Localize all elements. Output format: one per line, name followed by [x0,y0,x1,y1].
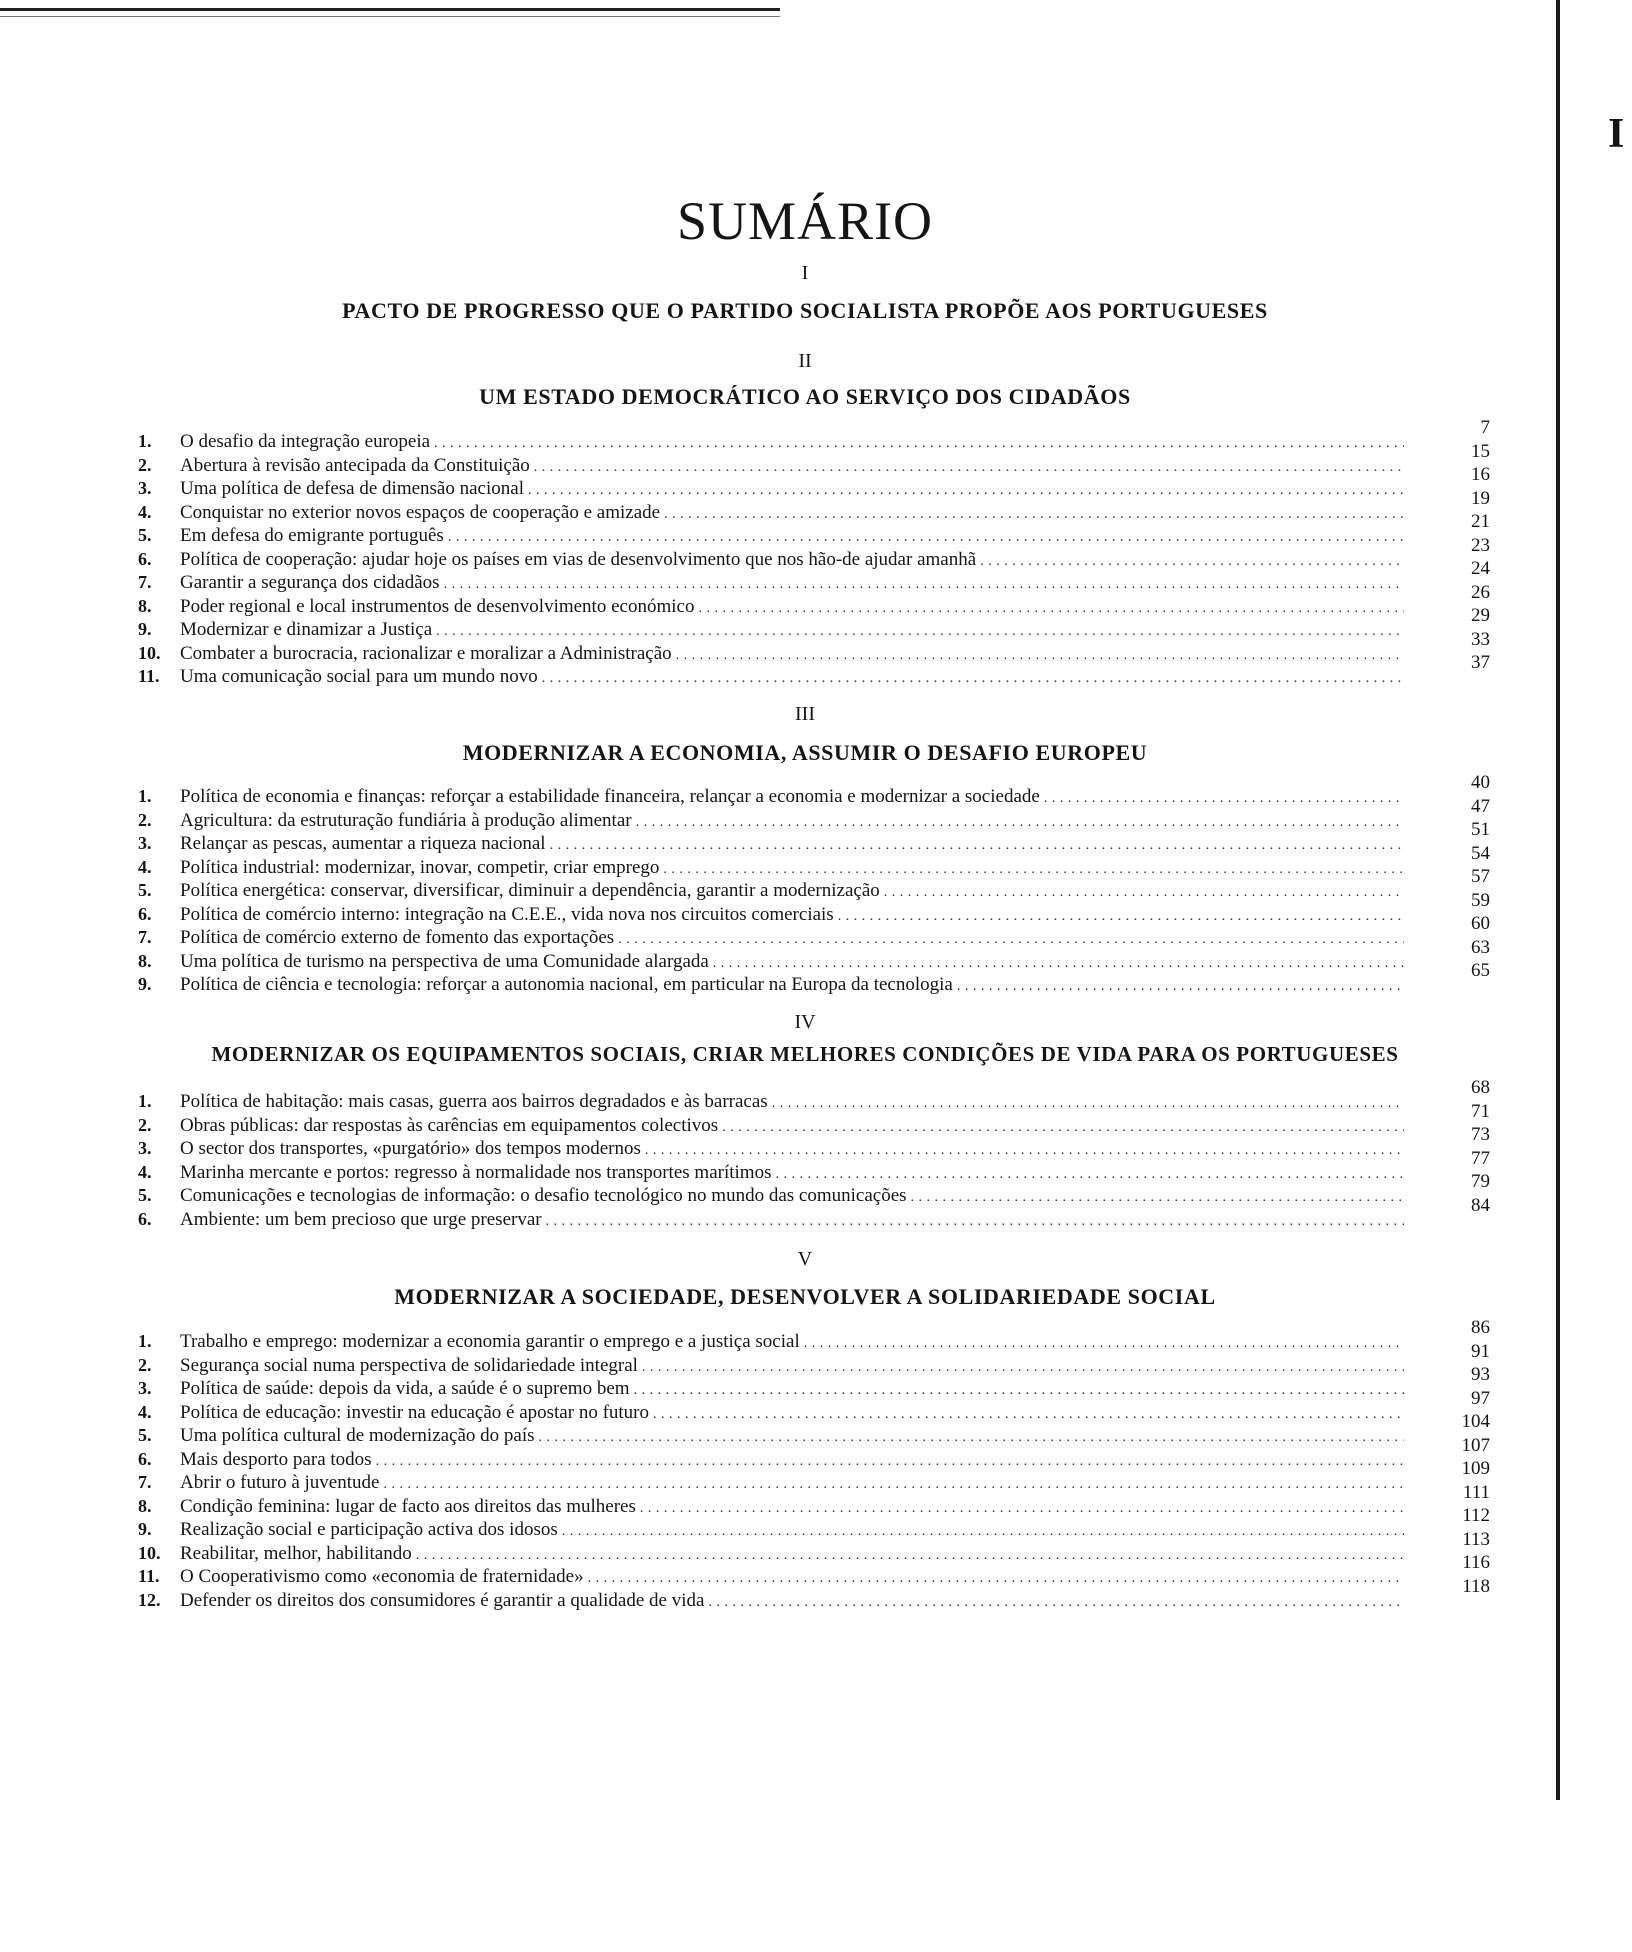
toc-entry-title: Política industrial: modernizar, inovar, competir, criar emprego . . . [180,856,1404,882]
toc-entry-title: Agricultura: da estruturação fundiária à produção alimentar . . . [180,809,1404,835]
toc-entry-number: 2. [138,1114,152,1135]
toc-entry-number: 7. [138,1472,152,1492]
toc-entry-page: 15 [1471,440,1490,462]
toc-entry-page: 113 [1462,1528,1490,1550]
toc-list [138,417,1490,689]
toc-entry-number: 9. [138,1519,152,1539]
toc-entry-page: 112 [1462,1505,1490,1526]
toc-entry-number: 9. [138,974,152,994]
toc-entry [138,417,1490,454]
top-rule-thin [0,16,780,17]
toc-entry-title: Política de cooperação: ajudar hoje os países em vias de desenvolvimento que nos hão-de ajudar amanhã . . . [180,548,1404,574]
toc-entry-number: 1. [138,1331,152,1351]
toc-entry-title: Garantir a segurança dos cidadãos . . . [180,571,1404,597]
toc-entry-number: 3. [138,833,152,853]
toc-entry-title: Ambiente: um bem precioso que urge preservar . . . [180,1208,1404,1234]
toc-entry-page: 109 [1461,1458,1490,1479]
toc-entry-page: 60 [1471,913,1490,934]
toc-entry-page: 84 [1471,1194,1490,1216]
toc-entry-page: 37 [1471,652,1490,673]
section-title: MODERNIZAR OS EQUIPAMENTOS SOCIAIS, CRIAR MELHORES CONDIÇÕES DE VIDA PARA OS PORTUGUESES [211,1042,1399,1066]
toc-entry-number: 8. [138,950,152,971]
toc-entry-title: Política de habitação: mais casas, guerra aos bairros degradados e às barracas . . . [180,1090,1404,1116]
toc-entry-number: 9. [138,619,152,639]
toc-entry-title: Política de comércio interno: integração na C.E.E., vida nova nos circuitos comerciais . . . [180,903,1404,929]
toc-entry-title: Política de saúde: depois da vida, a saúde é o supremo bem . . . [180,1377,1404,1403]
toc-entry-number: 5. [138,1185,152,1205]
toc-entry-page: 21 [1471,511,1490,532]
section-numeral: II [798,350,812,372]
toc-entry [138,772,1490,809]
toc-entry-number: 8. [138,595,152,616]
toc-entry-number: 1. [138,431,152,451]
toc-entry-title: Política de educação: investir na educação é apostar no futuro . . . [180,1401,1404,1427]
toc-entry-page: 71 [1471,1100,1490,1122]
toc-entry-page: 19 [1471,487,1490,509]
toc-entry-page: 51 [1471,819,1490,840]
toc-entry-page: 91 [1471,1340,1490,1362]
toc-entry-number: 12. [138,1589,161,1610]
section-title: MODERNIZAR A ECONOMIA, ASSUMIR O DESAFIO EUROPEU [462,740,1148,765]
toc-entry-page: 7 [1480,417,1490,438]
toc-entry-number: 2. [138,809,152,830]
toc-entry-number: 10. [138,1542,161,1563]
toc-entry-number: 6. [138,1448,152,1469]
toc-entry-number: 11. [138,1566,160,1586]
toc-entry-page: 107 [1461,1434,1490,1456]
toc-entry-title: Uma política cultural de modernização do país . . . [180,1424,1404,1450]
toc-entry-page: 73 [1471,1124,1490,1145]
toc-entry-number: 7. [138,572,152,592]
section-title: UM ESTADO DEMOCRÁTICO AO SERVIÇO DOS CIDADÃOS [479,384,1131,409]
toc-entry-title: Política energética: conservar, diversificar, diminuir a dependência, garantir a modernização . . . [180,879,1404,905]
page-title: SUMÁRIO [676,191,934,251]
toc-entry-page: 33 [1471,628,1490,650]
toc-entry-number: 1. [138,786,152,806]
toc-entry-page: 111 [1462,1481,1490,1503]
toc-list [138,1077,1490,1231]
toc-entry-number: 3. [138,1378,152,1398]
toc-entry-title: Política de economia e finanças: reforçar a estabilidade financeira, relançar a economia e modernizar a sociedade . . . [180,785,1404,811]
toc-entry-page: 104 [1461,1411,1490,1432]
toc-entry [138,1077,1490,1114]
toc-entry-title: O sector dos transportes, «purgatório» dos tempos modernos . . . [180,1137,1404,1163]
toc-entry-title: Reabilitar, melhor, habilitando . . . [180,1542,1404,1568]
toc-entry-page: 29 [1471,605,1490,626]
toc-entry-title: Comunicações e tecnologias de informação: o desafio tecnológico no mundo das comunicações . . . [180,1184,1404,1210]
toc-entry-title: Uma política de defesa de dimensão nacional . . . [180,477,1404,503]
toc-entry-page: 93 [1471,1364,1490,1385]
toc-entry-title: Conquistar no exterior novos espaços de cooperação e amizade . . . [180,501,1404,527]
toc-entry-title: Defender os direitos dos consumidores é garantir a qualidade de vida . . . [180,1589,1404,1615]
toc-entry-number: 6. [138,548,152,569]
edge-mark: I [1608,111,1625,157]
section-title: MODERNIZAR A SOCIEDADE, DESENVOLVER A SOLIDARIEDADE SOCIAL [394,1284,1216,1309]
toc-list [138,1317,1490,1612]
toc-entry-page: 118 [1462,1575,1490,1597]
section-numeral: V [797,1248,813,1270]
toc-entry-title: Segurança social numa perspectiva de solidariedade integral . . . [180,1354,1404,1380]
toc-entry-title: Política de ciência e tecnologia: reforçar a autonomia nacional, em particular na Europa da tecnologia . . . [180,973,1404,999]
toc-entry-number: 4. [138,1161,152,1182]
toc-entry-title: Modernizar e dinamizar a Justiça . . . [180,618,1404,644]
toc-entry-page: 59 [1471,889,1490,911]
top-rule [0,8,780,11]
toc-entry-page: 77 [1471,1147,1490,1169]
toc-entry-number: 1. [138,1091,152,1111]
toc-entry-page: 26 [1471,581,1490,603]
toc-entry-page: 47 [1471,795,1490,817]
toc-entry-title: Abertura à revisão antecipada da Constituição . . . [180,454,1404,480]
toc-list [138,772,1490,997]
toc-entry-number: 6. [138,1208,152,1229]
toc-entry-title: Trabalho e emprego: modernizar a economia garantir o emprego e a justiça social . . . [180,1330,1404,1356]
toc-entry-page: 23 [1471,534,1490,556]
toc-entry-number: 5. [138,1425,152,1445]
toc-entry-page: 63 [1471,936,1490,958]
toc-entry-title: Realização social e participação activa dos idosos . . . [180,1518,1404,1544]
toc-entry-number: 6. [138,903,152,924]
toc-entry-title: Relançar as pescas, aumentar a riqueza nacional . . . [180,832,1404,858]
section-numeral: IV [794,1011,816,1033]
toc-entry-title: Marinha mercante e portos: regresso à normalidade nos transportes marítimos . . . [180,1161,1404,1187]
toc-entry-number: 4. [138,856,152,877]
toc-entry-page: 86 [1471,1317,1490,1338]
toc-entry-number: 3. [138,478,152,498]
toc-entry-page: 54 [1471,842,1490,864]
toc-entry-title: Política de comércio externo de fomento das exportações . . . [180,926,1404,952]
toc-entry-number: 4. [138,1401,152,1422]
toc-entry-number: 3. [138,1138,152,1158]
toc-entry-number: 4. [138,501,152,522]
toc-entry-title: Em defesa do emigrante português . . . [180,524,1404,550]
toc-entry-title: Mais desporto para todos . . . [180,1448,1404,1474]
toc-entry-number: 2. [138,1354,152,1375]
toc-entry-page: 68 [1471,1077,1490,1098]
toc-entry-title: O desafio da integração europeia . . . [180,430,1404,456]
toc-entry [138,1317,1490,1354]
section-numeral: III [795,703,815,725]
toc-entry-title: Combater a burocracia, racionalizar e moralizar a Administração . . . [180,642,1404,668]
toc-entry-page: 40 [1471,772,1490,793]
toc-entry-page: 24 [1471,558,1490,579]
toc-entry-page: 79 [1471,1171,1490,1192]
toc-entry-title: O Cooperativismo como «economia de fraternidade» . . . [180,1565,1404,1591]
toc-entry-number: 8. [138,1495,152,1516]
toc-entry-title: Condição feminina: lugar de facto aos direitos das mulheres . . . [180,1495,1404,1521]
toc-entry-title: Abrir o futuro à juventude . . . [180,1471,1404,1497]
toc-entry-title: Uma política de turismo na perspectiva de uma Comunidade alargada . . . [180,950,1404,976]
section-numeral: I [801,262,809,284]
toc-entry-page: 97 [1471,1387,1490,1409]
toc-entry-number: 2. [138,454,152,475]
toc-entry-number: 10. [138,642,161,663]
toc-entry-page: 16 [1471,464,1490,485]
toc-entry-title: Uma comunicação social para um mundo novo . . . [180,665,1404,691]
section-title: PACTO DE PROGRESSO QUE O PARTIDO SOCIALISTA PROPÕE AOS PORTUGUESES [342,298,1268,323]
toc-entry-page: 116 [1462,1552,1490,1573]
toc-entry-page: 57 [1471,866,1490,887]
toc-entry-page: 65 [1471,960,1490,981]
toc-entry-number: 11. [138,666,160,686]
toc-entry-title: Obras públicas: dar respostas às carências em equipamentos colectivos . . . [180,1114,1404,1140]
toc-entry-number: 5. [138,525,152,545]
toc-entry-title: Poder regional e local instrumentos de desenvolvimento económico . . . [180,595,1404,621]
toc-entry-number: 5. [138,880,152,900]
toc-entry-number: 7. [138,927,152,947]
